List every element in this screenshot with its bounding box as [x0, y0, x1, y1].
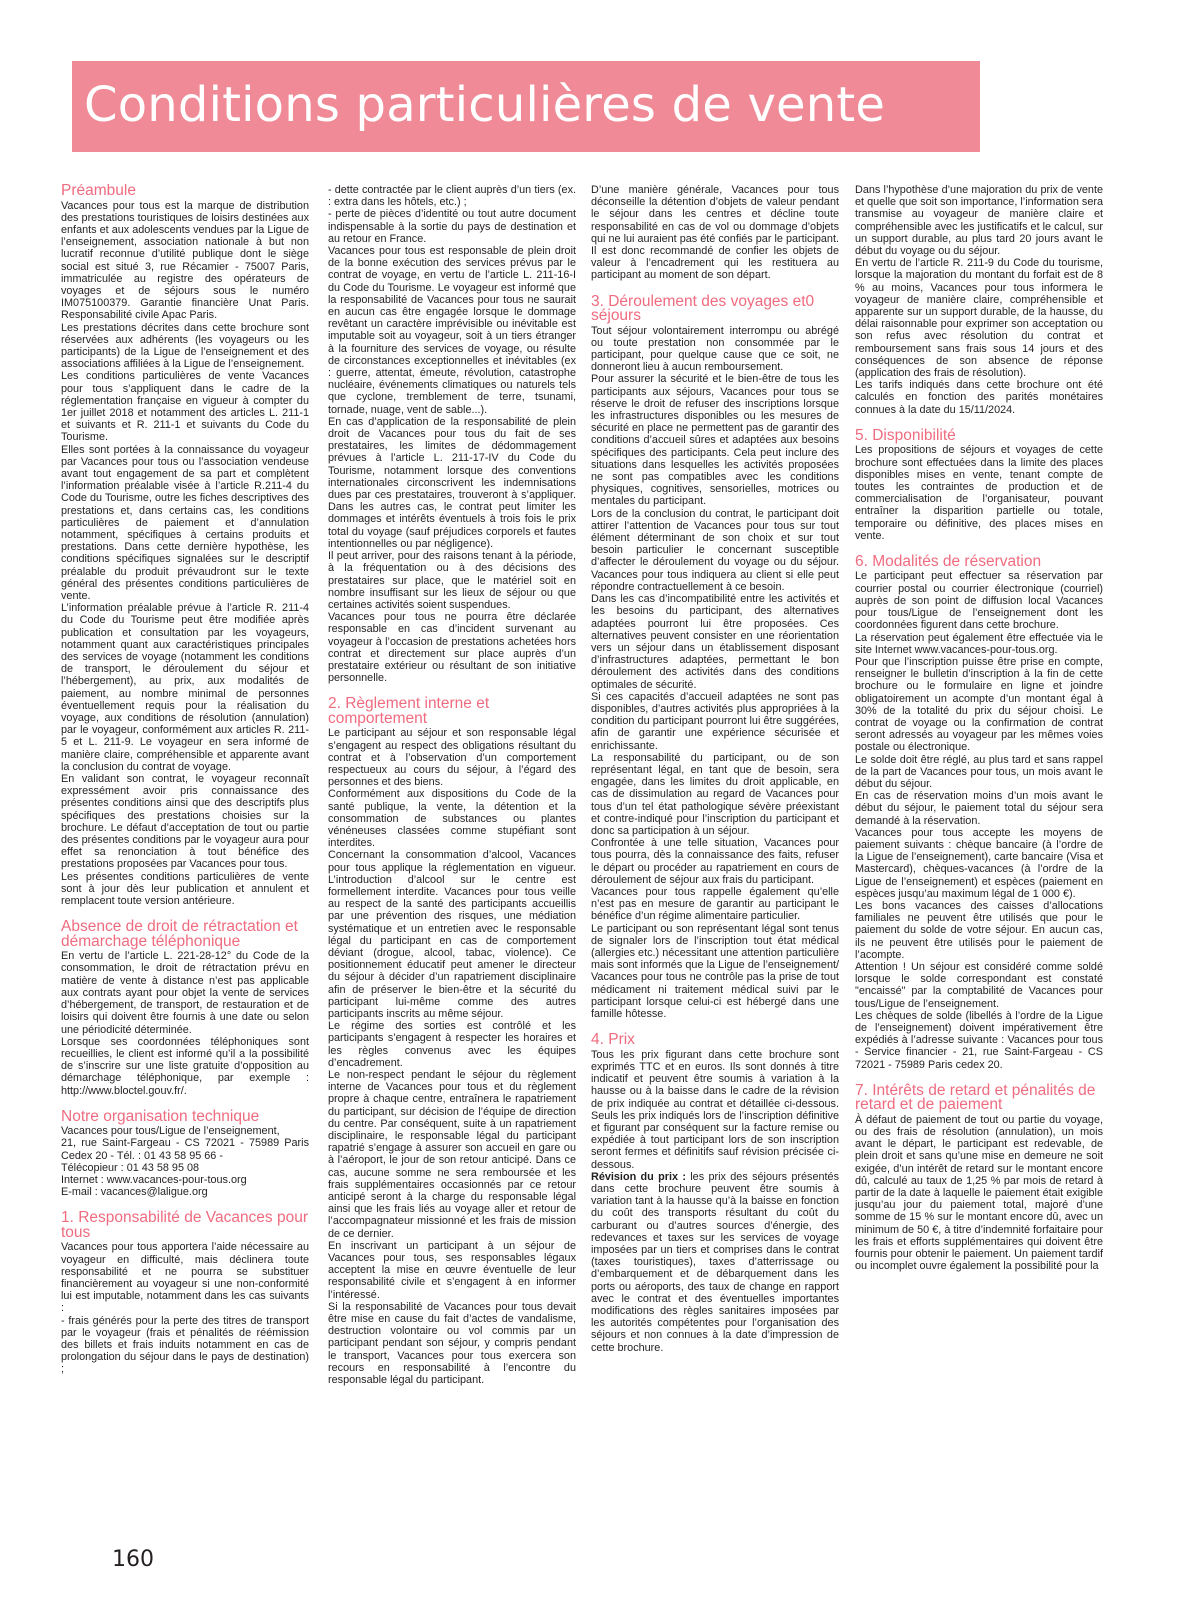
- text-column-4: [855, 184, 1103, 1570]
- paragraph: Lorsque ses coordonnées téléphoniques sont recueillies, le client est informé qu’il a la possibilité de s’inscrire sur une liste gratuite d’opposition au démarchage téléphonique, par exemple : http://www.bloctel.gouv.fr/.: [61, 1035, 309, 1097]
- paragraph: Le participant au séjour et son responsable légal s’engagent au respect des obligations résultant du contrat et à l’observation d’un comportement respectueux au cours du séjour, à l’égard des personnes et des biens.: [328, 727, 576, 789]
- email-line: E-mail : vacances@laligue.org: [61, 1186, 208, 1199]
- website-line: Internet : www.vacances-pour-tous.org: [61, 1174, 247, 1187]
- paragraph: Les présentes conditions particulières de vente sont à jour dès leur publication et annulent et remplacent toute version antérieure.: [61, 870, 309, 908]
- paragraph: En validant son contrat, le voyageur reconnaît expressément avoir pris connaissance des présentes conditions ainsi que des descriptifs plus spécifiques des prestations choisies sur la brochure. Le défaut d’acceptation de tout ou partie des présentes conditions par le voyageur aura pour effet sa renonciation à tout bénéfice des prestations proposées par Vacances pour tous.: [61, 773, 309, 871]
- paragraph-label: Révision du prix :: [591, 1170, 686, 1183]
- section-title-deroulement: 3. Déroulement des voyages et0 séjours: [591, 292, 815, 325]
- paragraph: En vertu de l’article R. 211-9 du Code du tourisme, lorsque la majoration du montant du forfait est de 8 % au moins, Vacances pour tous informera le voyageur de manière claire, compréhensible et apparente sur un support durable, de la hausse, du délai raisonnable pour exprimer son acceptation ou son refus avec résolution du contrat et remboursement sans frais sous 14 jours et des conséquences de son absence de réponse (application des frais de résolution).: [855, 257, 1103, 380]
- section-title-prix: 4. Prix: [591, 1031, 635, 1049]
- paragraph: Si ces capacités d’accueil adaptées ne sont pas disponibles, d’autres activités plus appropriées à la condition du participant pourront lui être suggérées, afin de garantir une expérience sécurisée et enrichissante.: [591, 690, 839, 752]
- section-title-preambule: Préambule: [61, 184, 136, 199]
- paragraph: Les prestations décrites dans cette brochure sont réservées aux adhérents (les voyageurs ou les participants) de la Ligue de l’enseignement et des associations affiliées à la Ligue de l’enseignement.: [61, 321, 309, 371]
- paragraph-text: les prix des séjours présentés dans cette brochure peuvent être soumis à variation tant à la hausse qu’à la baisse en fonction du coût des transports résultant du coût du carburant ou d’autres sources d’énergie, des redevances et taxes sur les services de voyage imposées par un tiers et comprises dans le contrat (taxes touristiques), taxes d’atterrissage ou d’embarquement et de débarquement dans les ports ou aéroports, des taux de change en rapport avec le contrat et des éventuelles importantes modifications des règles sanitaires imposées par les autorités compétentes pour l’organisation des séjours et non connues à la date d’impression de cette brochure.: [591, 1170, 839, 1354]
- paragraph: Confrontée à une telle situation, Vacances pour tous pourra, dès la connaissance des faits, refuser le départ ou procéder au rapatriement en cours de déroulement de séjour aux frais du participant.: [591, 837, 839, 886]
- paragraph: Dans les cas d’incompatibilité entre les activités et les besoins du participant, des alternatives adaptées pourront lui être proposées. Ces alternatives peuvent consister en une réorientation vers un séjour dans un établissement disposant d’infrastructures adaptées, permettant le bon déroulement des activités dans des conditions optimales de sécurité.: [591, 593, 839, 691]
- paragraph: Pour que l’inscription puisse être prise en compte, renseigner le bulletin d’inscription à la fin de cette brochure ou le formulaire en ligne et joindre obligatoirement un acompte d’un montant égal à 30% de la totalité du prix du séjour choisi. Le contrat de voyage ou la confirmation de contrat seront adressés au voyageur par les mêmes voies postale ou électronique.: [855, 655, 1103, 754]
- paragraph: Pour assurer la sécurité et le bien-être de tous les participants aux séjours, Vacances pour tous se réserve le droit de refuser des inscriptions lorsque les infrastructures disponibles ou les mesures de sécurité en place ne permettent pas de garantir des conditions d’accueil sûres et adaptées aux besoins spécifiques des participants. Cela peut inclure des situations dans lesquelles les activités proposées ne sont pas compatibles avec les conditions physiques, cognitives, sensorielles, motrices ou mentales du participant.: [591, 373, 839, 508]
- text-column-3: [591, 184, 839, 1570]
- paragraph: Le participant ou son représentant légal sont tenus de signaler lors de l’inscription tout état médical (allergies etc.) nécessitant une attention particulière mais sont informés que la Ligue de l’enseignement/ Vacances pour tous ne contrôle pas la prise de tout médicament ni traitement médical suivi par le participant lorsque celui-ci est hébergé dans une famille hôtesse.: [591, 922, 839, 1020]
- paragraph: En inscrivant un participant à un séjour de Vacances pour tous, ses responsables légaux acceptent la mise en œuvre éventuelle de leur responsabilité civile et s’engagent à en informer l’intéressé.: [328, 1239, 576, 1301]
- section-title-reglement: 2. Règlement interne et comportement: [328, 695, 490, 727]
- paragraph: - frais générés pour la perte des titres de transport par le voyageur (frais et pénalités de réémission des billets et frais induits notamment en cas de prolongation du séjour dans le pays de destination) ;: [61, 1314, 309, 1376]
- paragraph: Si la responsabilité de Vacances pour tous devait être mise en cause du fait d’actes de vandalisme, destruction volontaire ou vol commis par un participant pendant son séjour, y compris pendant le transport, Vacances pour tous exercera son recours en responsabilité à l’encontre du responsable légal du participant.: [328, 1300, 576, 1387]
- paragraph: Vacances pour tous accepte les moyens de paiement suivants : chèque bancaire (à l’ordre de la Ligue de l’enseignement), carte bancaire (Visa et Mastercard), chèques-vacances (à l’ordre de la Ligue de l’enseignement) et espèces (paiement en espèces jusqu’au maximum légal de 1 000 €).: [855, 826, 1103, 900]
- section-title-organisation: Notre organisation technique: [61, 1107, 260, 1125]
- paragraph: - dette contractée par le client auprès d’un tiers (ex. : extra dans les hôtels, etc.) ;: [328, 184, 576, 209]
- paragraph: Le non-respect pendant le séjour du règlement interne de Vacances pour tous et du règlement propre à chaque centre, entraînera le rapatriement du participant, sur décision de l’équipe de direction du centre. Par conséquent, suite à un rapatriement disciplinaire, le responsable légal du participant rapatrié s’engage à assurer son accueil en gare ou à l’aéroport, le jour de son retour anticipé. Dans ce cas, aucune somme ne sera remboursée et les frais supplémentaires occasionnés par ce retour anticipé seront à la charge du responsable légal ainsi que les frais liés au voyage aller et retour de l’accompagnateur missionné et les frais de mission de ce dernier.: [328, 1069, 576, 1240]
- paragraph: Lors de la conclusion du contrat, le participant doit attirer l’attention de Vacances pour tous sur tout élément déterminant de son choix et sur tout besoin particulier le concernant susceptible d’affecter le déroulement du voyage ou du séjour. Vacances pour tous indiquera au client si elle peut répondre contractuellement à ce besoin.: [591, 507, 839, 593]
- paragraph: Le solde doit être réglé, au plus tard et sans rappel de la part de Vacances pour tous, un mois avant le début du séjour.: [855, 753, 1103, 790]
- paragraph: Le participant peut effectuer sa réservation par courrier postal ou courrier électronique (courriel) auprès de son point de diffusion local Vacances pour tous/Ligue de l’enseignement dont les coordonnées figurent dans cette brochure.: [855, 570, 1103, 632]
- paragraph: Les bons vacances des caisses d’allocations familiales ne peuvent être utilisés que pour le paiement du solde de votre séjour. En aucun cas, ils ne peuvent être utilisés pour le paiement de l’acompte.: [855, 899, 1103, 961]
- section-title-retractation: Absence de droit de rétractation et démarchage téléphonique: [61, 918, 298, 950]
- section-title-responsabilite: 1. Responsabilité de Vacances pour tous: [61, 1209, 309, 1241]
- address-line: 21, rue Saint-Fargeau - CS 72021 - 75989 Paris Cedex 20 - Tél. : 01 43 58 95 66 -: [61, 1137, 309, 1162]
- page-title: Conditions particulières de vente: [84, 77, 886, 133]
- paragraph: La responsabilité du participant, ou de son représentant légal, en tant que de besoin, sera engagée, dans les limites du droit applicable, en cas de dissimulation au regard de Vacances pour tous d’un tel état pathologique sévère préexistant et contre-indiqué pour l’inscription du participant et donc sa participation à un séjour.: [591, 751, 839, 837]
- fax-line: Télécopieur : 01 43 58 95 08: [61, 1161, 200, 1174]
- paragraph: Attention ! Un séjour est considéré comme soldé lorsque le solde correspondant est constaté "encaissé" par la comptabilité de Vacances pour tous/Ligue de l’enseignement.: [855, 960, 1103, 1010]
- paragraph: L’information préalable prévue à l’article R. 211-4 du Code du Tourisme peut être modifiée après publication et consultation par les voyageurs, notamment quant aux caractéristiques principales des services de voyage (notamment les conditions de transport, le déroulement du séjour et l’hébergement), au prix, aux modalités de paiement, au nombre minimal de personnes éventuellement requis pour la réalisation du voyage, aux conditions de résolution (annulation) par le voyageur, conformément aux articles R. 211-5 et L. 211-9. Le voyageur en sera informé de manière claire, compréhensible et apparente avant la conclusion du contrat de voyage.: [61, 602, 309, 773]
- paragraph: La réservation peut également être effectuée via le site Internet www.vacances-pour-tous.org.: [855, 631, 1103, 656]
- section-title-interets: 7. Intérêts de retard et pénalités de retard et de paiement: [855, 1081, 1096, 1114]
- paragraph: - perte de pièces d’identité ou tout autre document indispensable à la sortie du pays de destination et au retour en France.: [328, 208, 576, 245]
- paragraph: Il peut arriver, pour des raisons tenant à la période, à la fréquentation ou à des décisions des prestataires sur place, que le matériel soit en nombre insuffisant sur les lieux de séjour ou que certaines activités soient suspendues.: [328, 550, 576, 611]
- paragraph: Les propositions de séjours et voyages de cette brochure sont effectuées dans la limite des places disponibles mises en vente, tenant compte de toutes les contraintes de production et de commercialisation de l’organisateur, pouvant entraîner la disparition partielle ou totale, temporaire ou définitive, des places mises en vente.: [855, 444, 1103, 542]
- paragraph: En cas d’application de la responsabilité de plein droit de Vacances pour tous du fait de ses prestataires, les limites de dédommagement prévues à l’article L. 211-17-IV du Code du Tourisme, notamment lorsque des conventions internationales circonscrivent les indemnisations dues par ces prestataires, trouveront à s’appliquer. Dans les autres cas, le contrat peut limiter les dommages et intérêts éventuels à trois fois le prix total du voyage (sauf préjudices corporels et fautes intentionnelles ou par négligence).: [328, 415, 576, 550]
- text-column-1: [61, 184, 309, 1570]
- paragraph: Vacances pour tous ne pourra être déclarée responsable en cas d’incident survenant au voyageur à l’occasion de prestations achetées hors contrat et directement sur place auprès d’un prestataire extérieur ou résultant de son initiative personnelle.: [328, 611, 576, 685]
- paragraph: En vertu de l’article L. 221-28-12° du Code de la consommation, le droit de rétractation prévu en matière de vente à distance n’est pas applicable aux contrats ayant pour objet la vente de services d’hébergement, de transport, de restauration et de loisirs qui doivent être fournis à une date ou selon une périodicité déterminée.: [61, 950, 309, 1036]
- paragraph: Vacances pour tous est responsable de plein droit de la bonne exécution des services prévus par le contrat de voyage, en vertu de l’article L. 211-16-I du Code du Tourisme. Le voyageur est informé que la responsabilité de Vacances pour tous ne saurait en aucun cas être engagée lorsque le dommage revêtant un caractère imprévisible ou inévitable est imputable soit au voyageur, soit à un tiers étranger à la fourniture des services de voyage, ou résulte de circonstances exceptionnelles et inévitables (ex : guerre, attentat, émeute, révolution, catastrophe nucléaire, événements climatiques ou naturels tels que cyclone, tremblement de terre, tsunami, tornade, nuage, vent de sable...).: [328, 245, 576, 416]
- address-line: Vacances pour tous/Ligue de l’enseignement,: [61, 1125, 280, 1138]
- paragraph: Vacances pour tous est la marque de distribution des prestations touristiques de loisirs destinées aux enfants et aux adolescents vendues par la Ligue de l’enseignement, association nationale à but non lucratif reconnue d’utilité publique dont le siège social est situé 3, rue Récamier - 75007 Paris, immatriculée au registre des opérateurs de voyages et de séjours sous le numéro IM075100379. Garantie financière Unat Paris. Responsabilité civile Apac Paris.: [61, 199, 309, 322]
- paragraph: Elles sont portées à la connaissance du voyageur par Vacances pour tous ou l’association vendeuse avant tout engagement de sa part et complètent l’information préalable visée à l’article R.211-4 du Code du Tourisme, outre les fiches descriptives des prestations et, dans certains cas, les conditions particulières de paiement et d’annulation notamment, spécifiques à certains produits et prestations. Dans cette dernière hypothèse, les conditions spécifiques signalées sur le descriptif préalable du produit prévaudront sur le texte général des présentes conditions particulières de vente.: [61, 443, 309, 602]
- title-banner: [72, 61, 980, 152]
- text-column-2: [328, 184, 576, 1570]
- paragraph: [591, 1171, 839, 1354]
- paragraph: Conformément aux dispositions du Code de la santé publique, la vente, la détention et la consommation de substances ou plantes vénéneuses classées comme stupéfiant sont interdites.: [328, 788, 576, 850]
- paragraph: Concernant la consommation d’alcool, Vacances pour tous applique la réglementation en vigueur. L’introduction d’alcool sur le centre est formellement interdite. Vacances pour tous veille au respect de la santé des participants accueillis par une prévention des risques, une médiation systématique et un entretien avec le responsable légal du participant en cas de comportement déviant (drogue, alcool, tabac, violence). Ce positionnement éducatif peut amener le directeur du séjour à décider d’un rapatriement disciplinaire afin de préserver le bien-être et la sécurité du participant lui-même comme des autres participants inscrits au même séjour.: [328, 849, 576, 1020]
- paragraph: Tout séjour volontairement interrompu ou abrégé ou toute prestation non consommée par le participant, pour quelque cause que ce soit, ne donneront lieu à aucun remboursement.: [591, 324, 839, 374]
- section-title-reservation: 6. Modalités de réservation: [855, 552, 1042, 570]
- section-title-disponibilite: 5. Disponibilité: [855, 426, 956, 444]
- paragraph: Tous les prix figurant dans cette brochure sont exprimés TTC et en euros. Ils sont donnés à titre indicatif et peuvent être soumis à variation à la hausse ou à la baisse dans le cadre de la révision de prix indiquée au contrat et détaillée ci-dessous. Seuls les prix indiqués lors de l’inscription définitive et figurant par conséquent sur la facture remise ou expédiée à tout participant lors de son inscription seront fermes et définitifs sauf révision précisée ci-dessous.: [591, 1048, 839, 1171]
- paragraph: Les conditions particulières de vente Vacances pour tous s’appliquent dans le cadre de la réglementation française en vigueur à compter du 1er juillet 2018 et notamment des articles L. 211-1 et suivants et R. 211-1 et suivants du Code du Tourisme.: [61, 370, 309, 444]
- paragraph: D’une manière générale, Vacances pour tous déconseille la détention d’objets de valeur pendant le séjour dans les centres et décline toute responsabilité en cas de vol ou dommage d’objets qui ne lui auraient pas été confiés par le participant. Il est donc recommandé de confier les objets de valeur à l’encadrement qui les restituera au participant au moment de son départ.: [591, 184, 839, 282]
- paragraph: Le régime des sorties est contrôlé et les participants s’engagent à respecter les horaires et les règles convenus avec les équipes d’encadrement.: [328, 1020, 576, 1069]
- paragraph: À défaut de paiement de tout ou partie du voyage, ou des frais de résolution (annulation), un mois avant le départ, le participant est redevable, de plein droit et sans qu’une mise en demeure ne soit exigée, d’un intérêt de retard sur le montant encore dû, calculé au taux de 1,25 % par mois de retard à partir de la date à laquelle le paiement était exigible jusqu’au jour du paiement total, majoré d’une somme de 15 % sur le montant encore dû, avec un minimum de 50 €, à titre d’indemnité forfaitaire pour les frais et efforts supplémentaires qui doivent être fournis pour obtenir le paiement. Un paiement tardif ou incomplet ouvre également la possibilité pour la: [855, 1113, 1103, 1273]
- paragraph: Les tarifs indiqués dans cette brochure ont été calculés en fonction des parités monétaires connues à la date du 15/11/2024.: [855, 379, 1103, 416]
- page-number: 160: [112, 1547, 154, 1572]
- paragraph: Dans l’hypothèse d’une majoration du prix de vente et quelle que soit son importance, l’information sera transmise au voyageur de manière claire et compréhensible avec les justificatifs et le calcul, sur un support durable, au plus tard 20 jours avant le début du voyage ou du séjour.: [855, 184, 1103, 258]
- paragraph: Les chèques de solde (libellés à l’ordre de la Ligue de l’enseignement) doivent impérativement être expédiés à l’adresse suivante : Vacances pour tous - Service financier - 21, rue Saint-Fargeau - CS 72021 - 75989 Paris cedex 20.: [855, 1009, 1103, 1071]
- paragraph: Vacances pour tous apportera l’aide nécessaire au voyageur en difficulté, mais déclinera toute responsabilité et ne pourra se substituer financièrement au voyageur si une non-conformité lui est imputable, notamment dans les cas suivants :: [61, 1241, 309, 1315]
- paragraph: En cas de réservation moins d’un mois avant le début du séjour, le paiement total du séjour sera demandé à la réservation.: [855, 790, 1103, 827]
- paragraph: Vacances pour tous rappelle également qu’elle n’est pas en mesure de garantir au participant le bénéfice d’un régime alimentaire particulier.: [591, 885, 839, 923]
